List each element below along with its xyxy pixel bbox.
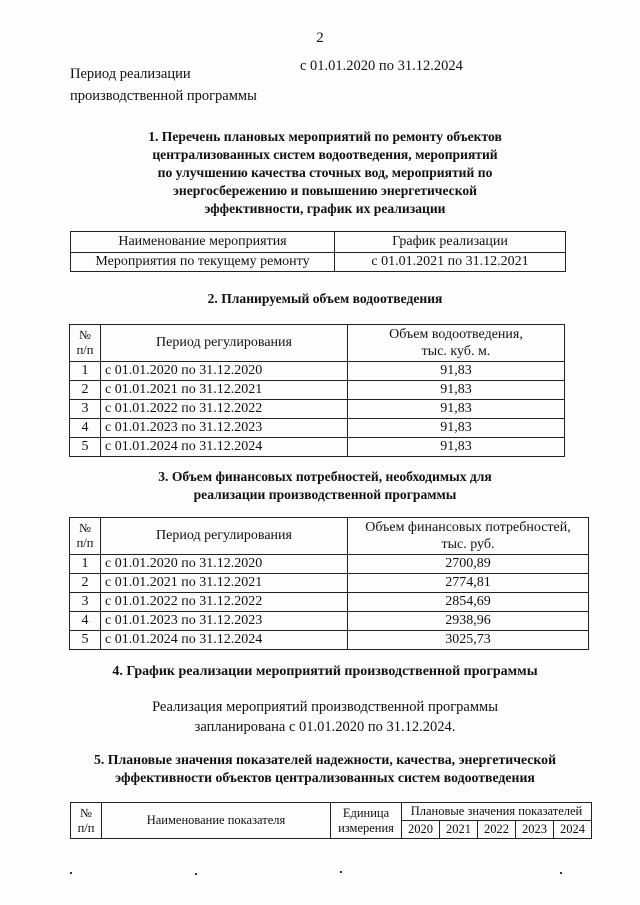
table-row bbox=[70, 593, 589, 612]
header-unit-line2: измерения bbox=[338, 820, 394, 835]
row-period-cell: с 01.01.2024 по 31.12.2024 bbox=[101, 438, 348, 457]
row-number-cell: 5 bbox=[70, 438, 101, 457]
page-number: 2 bbox=[316, 30, 324, 46]
row-number-cell: 5 bbox=[70, 631, 101, 650]
header-number bbox=[70, 325, 101, 362]
header-unit-line1: Единица bbox=[342, 805, 390, 820]
row-period-cell: с 01.01.2023 по 31.12.2023 bbox=[101, 419, 348, 438]
header-year: 2023 bbox=[515, 821, 553, 839]
row-period-cell: с 01.01.2020 по 31.12.2020 bbox=[101, 555, 348, 574]
section1-heading-line: централизованных систем водоотведения, мероприятий bbox=[152, 147, 498, 162]
row-period-cell: с 01.01.2024 по 31.12.2024 bbox=[101, 631, 348, 650]
table-row bbox=[70, 438, 565, 457]
section2-heading: 2. Планируемый объем водоотведения bbox=[207, 291, 443, 306]
header-year: 2021 bbox=[439, 821, 477, 839]
period-value: с 01.01.2020 по 31.12.2024 bbox=[300, 58, 463, 74]
header-year: 2020 bbox=[402, 821, 440, 839]
row-value-cell: 2700,89 bbox=[348, 555, 589, 574]
indicators-table bbox=[70, 802, 592, 839]
financial-needs-table bbox=[69, 517, 589, 650]
row-value-cell: 91,83 bbox=[348, 381, 565, 400]
section4-heading: 4. График реализации мероприятий производственной программы bbox=[112, 664, 538, 679]
table-row bbox=[70, 419, 565, 438]
table-row bbox=[70, 362, 565, 381]
header-number bbox=[70, 518, 101, 555]
section1-heading-line: 1. Перечень плановых мероприятий по ремонту объектов bbox=[148, 129, 502, 144]
row-value-cell: 2774,81 bbox=[348, 574, 589, 593]
row-period-cell: с 01.01.2022 по 31.12.2022 bbox=[101, 593, 348, 612]
header-financial-line1: Объем финансовых потребностей, bbox=[365, 520, 571, 535]
header-number-line1: № bbox=[79, 521, 91, 535]
row-period-cell: с 01.01.2021 по 31.12.2021 bbox=[101, 381, 348, 400]
header-number-line2: п/п bbox=[77, 820, 95, 835]
row-number-cell: 4 bbox=[70, 612, 101, 631]
header-year: 2024 bbox=[553, 821, 591, 839]
section1-heading-line: по улучшению качества сточных вод, мероприятий по bbox=[157, 165, 493, 180]
header-year: 2022 bbox=[477, 821, 515, 839]
row-period-cell: с 01.01.2020 по 31.12.2020 bbox=[101, 362, 348, 381]
scan-speck bbox=[560, 872, 562, 874]
header-number-line1: № bbox=[80, 805, 92, 820]
activities-table bbox=[70, 231, 566, 272]
row-number-cell: 4 bbox=[70, 419, 101, 438]
row-value-cell: 3025,73 bbox=[348, 631, 589, 650]
row-value-cell: 91,83 bbox=[348, 438, 565, 457]
row-period-cell: с 01.01.2021 по 31.12.2021 bbox=[101, 574, 348, 593]
scan-speck bbox=[340, 871, 342, 873]
table-header-row bbox=[70, 518, 589, 555]
period-label bbox=[70, 63, 290, 107]
row-period-cell: с 01.01.2023 по 31.12.2023 bbox=[101, 612, 348, 631]
header-unit bbox=[331, 803, 402, 839]
activity-schedule-cell: с 01.01.2021 по 31.12.2021 bbox=[335, 253, 566, 272]
header-volume-line1: Объем водоотведения, bbox=[389, 327, 523, 342]
row-number-cell: 1 bbox=[70, 555, 101, 574]
header-financial-line2: тыс. руб. bbox=[441, 537, 495, 552]
row-number-cell: 2 bbox=[70, 574, 101, 593]
header-plan-values: Плановые значения показателей bbox=[402, 803, 592, 821]
table-row bbox=[70, 381, 565, 400]
row-value-cell: 91,83 bbox=[348, 362, 565, 381]
row-number-cell: 3 bbox=[70, 400, 101, 419]
activity-name-cell: Мероприятия по текущему ремонту bbox=[71, 253, 335, 272]
table-header-row bbox=[71, 232, 566, 253]
row-value-cell: 2938,96 bbox=[348, 612, 589, 631]
header-number-line2: п/п bbox=[76, 536, 94, 550]
header-number bbox=[71, 803, 102, 839]
header-schedule: График реализации bbox=[335, 232, 566, 253]
section3-heading bbox=[60, 468, 590, 504]
section3-heading-line: 3. Объем финансовых потребностей, необходимых для bbox=[158, 469, 492, 484]
section3-heading-line: реализации производственной программы bbox=[193, 487, 457, 502]
row-number-cell: 3 bbox=[70, 593, 101, 612]
section4-text bbox=[60, 697, 590, 737]
section5-heading-line: 5. Плановые значения показателей надежности, качества, энергетической bbox=[93, 752, 557, 767]
header-volume bbox=[348, 325, 565, 362]
section1-heading-line: эффективности, график их реализации bbox=[204, 201, 446, 216]
header-volume-line2: тыс. куб. м. bbox=[421, 344, 491, 359]
header-activity-name: Наименование мероприятия bbox=[71, 232, 335, 253]
scan-speck bbox=[195, 873, 197, 875]
header-period: Период регулирования bbox=[101, 325, 348, 362]
table-row bbox=[71, 253, 566, 272]
header-period: Период регулирования bbox=[101, 518, 348, 555]
section5-heading bbox=[60, 751, 590, 787]
section5-heading-line: эффективности объектов централизованных систем водоотведения bbox=[115, 770, 535, 785]
table-row bbox=[70, 400, 565, 419]
header-number-line2: п/п bbox=[76, 343, 94, 357]
table-header-row bbox=[70, 325, 565, 362]
row-value-cell: 91,83 bbox=[348, 400, 565, 419]
scan-speck bbox=[70, 872, 72, 874]
table-row bbox=[70, 631, 589, 650]
row-value-cell: 91,83 bbox=[348, 419, 565, 438]
header-indicator-name: Наименование показателя bbox=[102, 803, 331, 839]
period-label-line1: Период реализации bbox=[70, 66, 191, 82]
header-number-line1: № bbox=[79, 328, 91, 342]
table-row bbox=[70, 555, 589, 574]
row-number-cell: 1 bbox=[70, 362, 101, 381]
table-row bbox=[70, 612, 589, 631]
table-header-row bbox=[71, 803, 592, 821]
row-period-cell: с 01.01.2022 по 31.12.2022 bbox=[101, 400, 348, 419]
section1-heading bbox=[60, 128, 590, 218]
period-label-line2: производственной программы bbox=[70, 88, 257, 104]
header-financial bbox=[348, 518, 589, 555]
row-number-cell: 2 bbox=[70, 381, 101, 400]
section4-text-line1: Реализация мероприятий производственной программы bbox=[152, 699, 498, 715]
section1-heading-line: энергосбережению и повышению энергетической bbox=[173, 183, 477, 198]
row-value-cell: 2854,69 bbox=[348, 593, 589, 612]
section4-text-line2: запланирована с 01.01.2020 по 31.12.2024. bbox=[194, 719, 456, 735]
table-row bbox=[70, 574, 589, 593]
wastewater-volume-table bbox=[69, 324, 565, 457]
